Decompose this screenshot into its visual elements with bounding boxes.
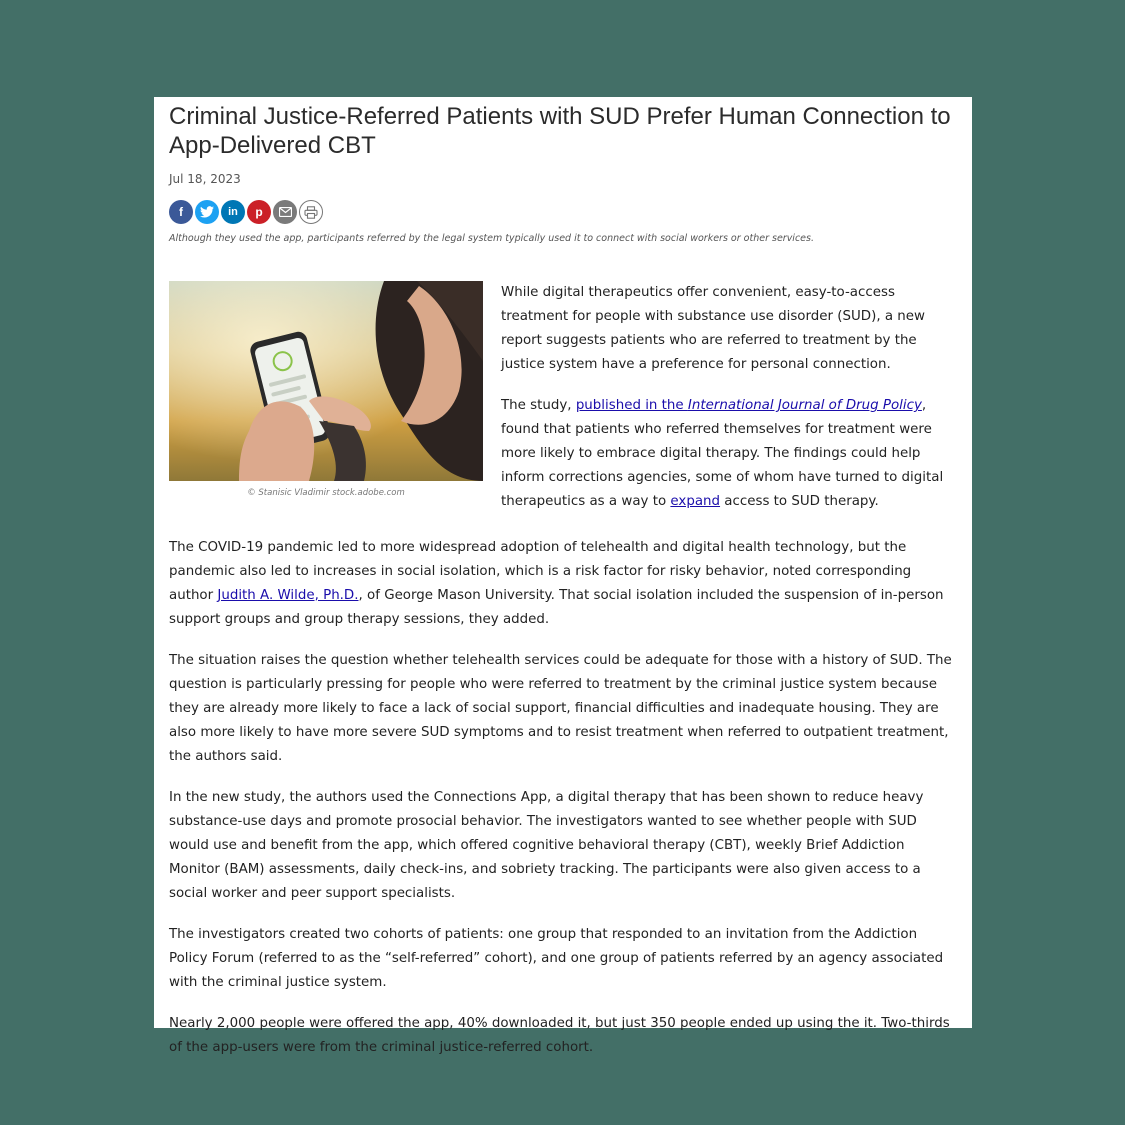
lead-section	[169, 281, 952, 514]
pinterest-icon[interactable]: p	[247, 200, 271, 224]
paragraph-2	[501, 394, 952, 514]
linkedin-icon[interactable]: in	[221, 200, 245, 224]
text-fragment: access to SUD therapy.	[720, 494, 879, 509]
share-bar	[169, 200, 952, 224]
article-title: Criminal Justice-Referred Patients with SUD Prefer Human Connection to App-Delivered CBT	[169, 103, 951, 159]
paragraph-7: Nearly 2,000 people were offered the app, 40% downloaded it, but just 350 people ended up using the it. Two-thirds of the app-users were from the criminal justice-referred cohort.	[169, 1016, 950, 1055]
article-body	[169, 536, 954, 1060]
paragraph-4: The situation raises the question whether telehealth services could be adequate for those with a history of SUD. The question is particularly pressing for people who were referred to treatment by the criminal justice system because they are already more likely to face a lack of social support, financial difficulties and inadequate housing. They are also more likely to have more severe SUD symptoms and to resist treatment when referred to outpatient treatment, the authors said.	[169, 653, 952, 764]
paragraph-1: While digital therapeutics offer convenient, easy-to-access treatment for people with substance use disorder (SUD), a new report suggests patients who are referred to treatment by the justice system have a preference for personal connection.	[501, 285, 925, 372]
article-card	[154, 97, 972, 1055]
author-link[interactable]: Judith A. Wilde, Ph.D.	[217, 588, 359, 603]
paragraph-5: In the new study, the authors used the Connections App, a digital therapy that has been shown to reduce heavy substance-use days and promote prosocial behavior. The investigators wanted to see whether people with SUD would use and benefit from the app, which offered cognitive behavioral therapy (CBT), weekly Brief Addiction Monitor (BAM) assessments, daily check-ins, and sobriety tracking. The participants were also given access to a social worker and peer support specialists.	[169, 790, 924, 901]
twitter-icon[interactable]	[195, 200, 219, 224]
image-credit: © Stanisic Vladimir stock.adobe.com	[247, 488, 405, 498]
email-icon[interactable]	[273, 200, 297, 224]
text-fragment: , of George Mason University. That social isolation included the suspension of in-person support groups and group therapy sessions, they added.	[169, 588, 944, 627]
facebook-icon[interactable]: f	[169, 200, 193, 224]
paragraph-6: The investigators created two cohorts of patients: one group that responded to an invitation from the Addiction Policy Forum (referred to as the “self-referred” cohort), and one group of patients referred by an agency associated with the criminal justice system.	[169, 927, 944, 990]
article-date: Jul 18, 2023	[169, 172, 241, 186]
paragraph-3	[169, 536, 954, 632]
journal-name: International Journal of Drug Policy	[687, 398, 922, 413]
print-icon[interactable]	[299, 200, 323, 224]
study-link[interactable]	[576, 398, 922, 413]
link-text: published in the	[575, 398, 688, 413]
article-image	[169, 281, 483, 481]
text-fragment: The study,	[501, 398, 576, 413]
image-caption: Although they used the app, participants referred by the legal system typically used it to connect with social workers or other services.	[169, 233, 814, 244]
expand-link[interactable]: expand	[670, 494, 721, 509]
article-figure	[169, 281, 483, 514]
text-fragment: The COVID-19 pandemic led to more widespread adoption of telehealth and digital health technology, but the pandemic also led to increases in social isolation, which is a risk factor for risky behavior, noted corresponding author	[169, 540, 912, 603]
lead-text	[501, 281, 952, 514]
text-fragment: , found that patients who referred themselves for treatment were more likely to embrace digital therapy. The findings could help inform corrections agencies, some of whom have turned to digital therapeutics as a way to	[501, 398, 944, 509]
